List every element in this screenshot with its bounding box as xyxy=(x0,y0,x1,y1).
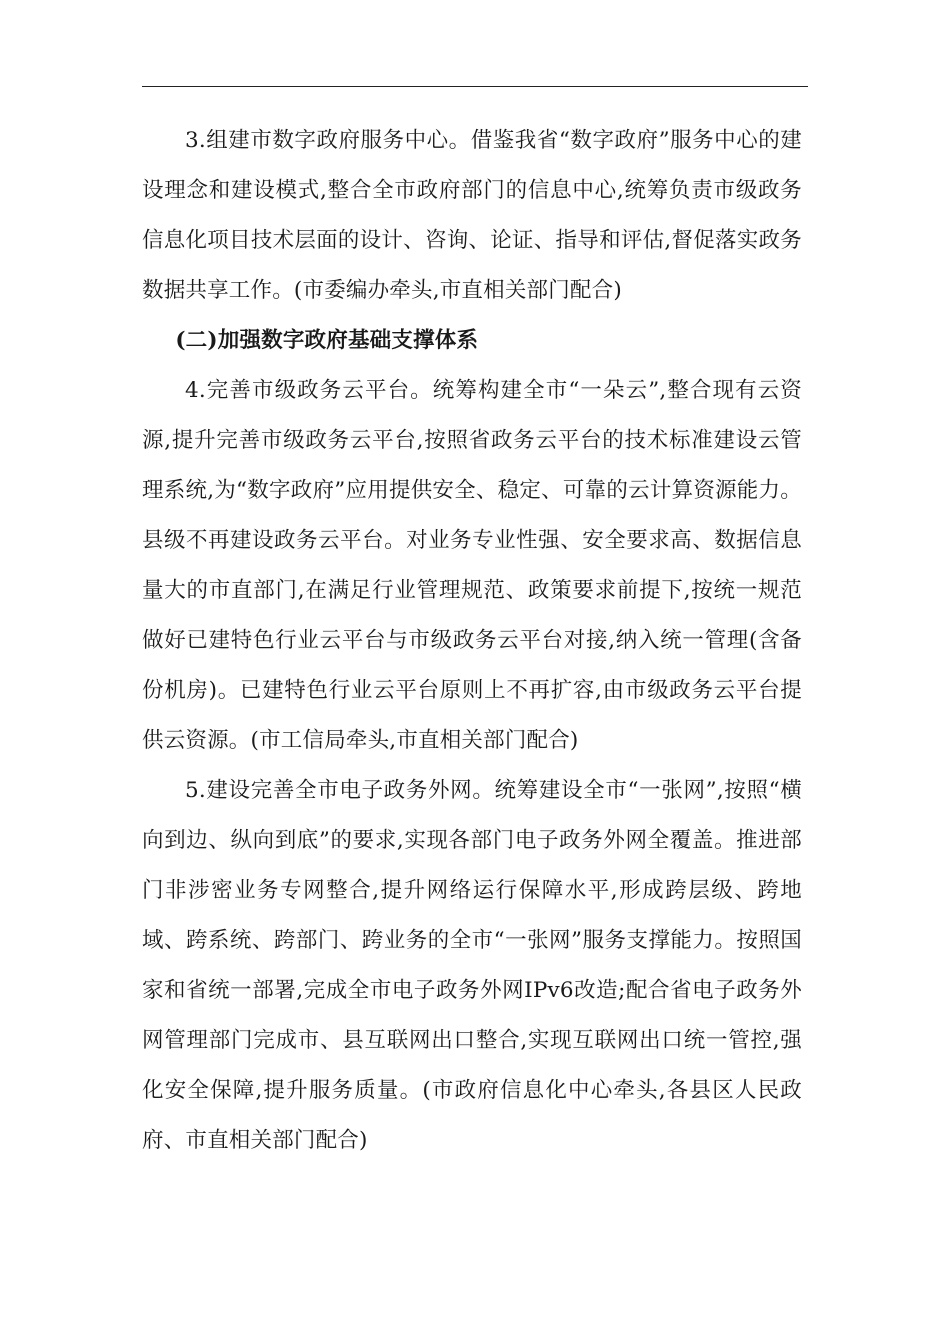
paragraph-item-5: 5.建设完善全市电子政务外网。统筹建设全市“一张网”,按照“横向到边、纵向到底”的要求,实现各部门电子政务外网全覆盖。推进部门非涉密业务专网整合,提升网络运行保障水平,形成跨层级、跨地域、跨系统、跨部门、跨业务的全市“一张网”服务支撑能力。按照国家和省统一部署,完成全市电子政务外网IPv6改造;配合省电子政务外网管理部门完成市、县互联网出口整合,实现互联网出口统一管控,强化安全保障,提升服务质量。(市政府信息化中心牵头,各县区人民政府、市直相关部门配合) xyxy=(142,778,802,1153)
paragraph-item-4: 4.完善市级政务云平台。统筹构建全市“一朵云”,整合现有云资源,提升完善市级政务云平台,按照省政务云平台的技术标准建设云管理系统,为“数字政府”应用提供安全、稳定、可靠的云计算资源能力。县级不再建设政务云平台。对业务专业性强、安全要求高、数据信息量大的市直部门,在满足行业管理规范、政策要求前提下,按统一规范做好已建特色行业云平台与市级政务云平台对接,纳入统一管理(含备份机房)。已建特色行业云平台原则上不再扩容,由市级政务云平台提供云资源。(市工信局牵头,市直相关部门配合) xyxy=(142,378,802,753)
paragraph-item-3: 3.组建市数字政府服务中心。借鉴我省“数字政府”服务中心的建设理念和建设模式,整合全市政府部门的信息中心,统筹负责市级政务信息化项目技术层面的设计、咨询、论证、指导和评估,督促落实政务数据共享工作。(市委编办牵头,市直相关部门配合) xyxy=(142,128,802,303)
section-heading-2: (二)加强数字政府基础支撑体系 xyxy=(175,328,479,353)
header-rule xyxy=(142,86,808,87)
document-body xyxy=(142,116,802,1166)
